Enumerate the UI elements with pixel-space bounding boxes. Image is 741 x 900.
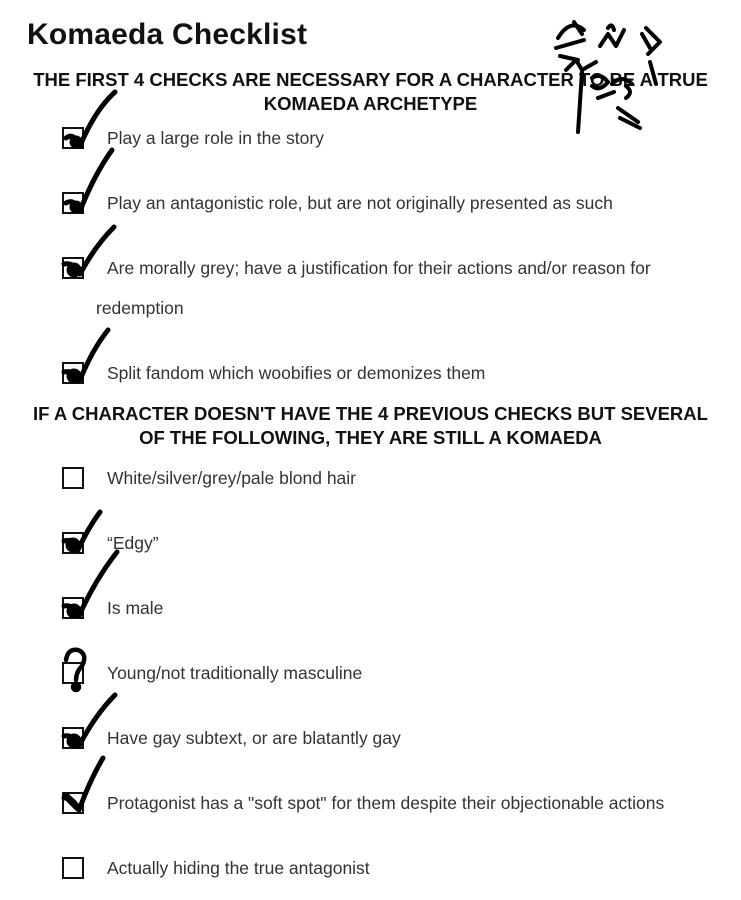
checkbox-large-role[interactable] bbox=[62, 127, 84, 149]
checkbox-hair[interactable] bbox=[62, 467, 84, 489]
item-label-soft-spot: Protagonist has a "soft spot" for them despite their objectionable actions bbox=[107, 793, 665, 813]
section1-heading-line2: KOMAEDA ARCHETYPE bbox=[263, 93, 478, 114]
checkbox-split-fandom[interactable] bbox=[62, 362, 84, 384]
section2-heading-line1: IF A CHARACTER DOESN'T HAVE THE 4 PREVIOUS CHECKS BUT SEVERAL bbox=[33, 403, 708, 424]
checkbox-edgy[interactable] bbox=[62, 532, 84, 554]
page-title: Komaeda Checklist bbox=[27, 18, 308, 51]
checkbox-morally-grey[interactable] bbox=[62, 257, 84, 279]
checkbox-male[interactable] bbox=[62, 597, 84, 619]
item-label-split-fandom: Split fandom which woobifies or demonizes them bbox=[107, 363, 486, 383]
section2-heading bbox=[15, 402, 726, 450]
item-label-morally-grey-continuation: redemption bbox=[96, 298, 184, 318]
item-label-male: Is male bbox=[107, 598, 164, 618]
item-label-hair: White/silver/grey/pale blond hair bbox=[107, 468, 357, 488]
checkbox-young[interactable] bbox=[62, 662, 84, 684]
section2-heading-line2: OF THE FOLLOWING, THEY ARE STILL A KOMAEDA bbox=[139, 427, 602, 448]
item-label-edgy: “Edgy” bbox=[107, 533, 159, 553]
item-label-young: Young/not traditionally masculine bbox=[107, 663, 363, 683]
section1-heading-line1: THE FIRST 4 CHECKS ARE NECESSARY FOR A CHARACTER TO BE A TRUE bbox=[33, 69, 708, 90]
item-label-gay-subtext: Have gay subtext, or are blatantly gay bbox=[107, 728, 401, 748]
checkbox-gay-subtext[interactable] bbox=[62, 727, 84, 749]
checkbox-soft-spot[interactable] bbox=[62, 792, 84, 814]
item-label-hiding-antagonist: Actually hiding the true antagonist bbox=[107, 858, 370, 878]
section1-heading bbox=[15, 68, 726, 116]
item-label-antagonistic-role: Play an antagonistic role, but are not originally presented as such bbox=[107, 193, 613, 213]
checkbox-hiding-antagonist[interactable] bbox=[62, 857, 84, 879]
item-label-large-role: Play a large role in the story bbox=[107, 128, 324, 148]
item-label-morally-grey: Are morally grey; have a justification for their actions and/or reason for bbox=[107, 258, 651, 278]
checkbox-antagonistic-role[interactable] bbox=[62, 192, 84, 214]
